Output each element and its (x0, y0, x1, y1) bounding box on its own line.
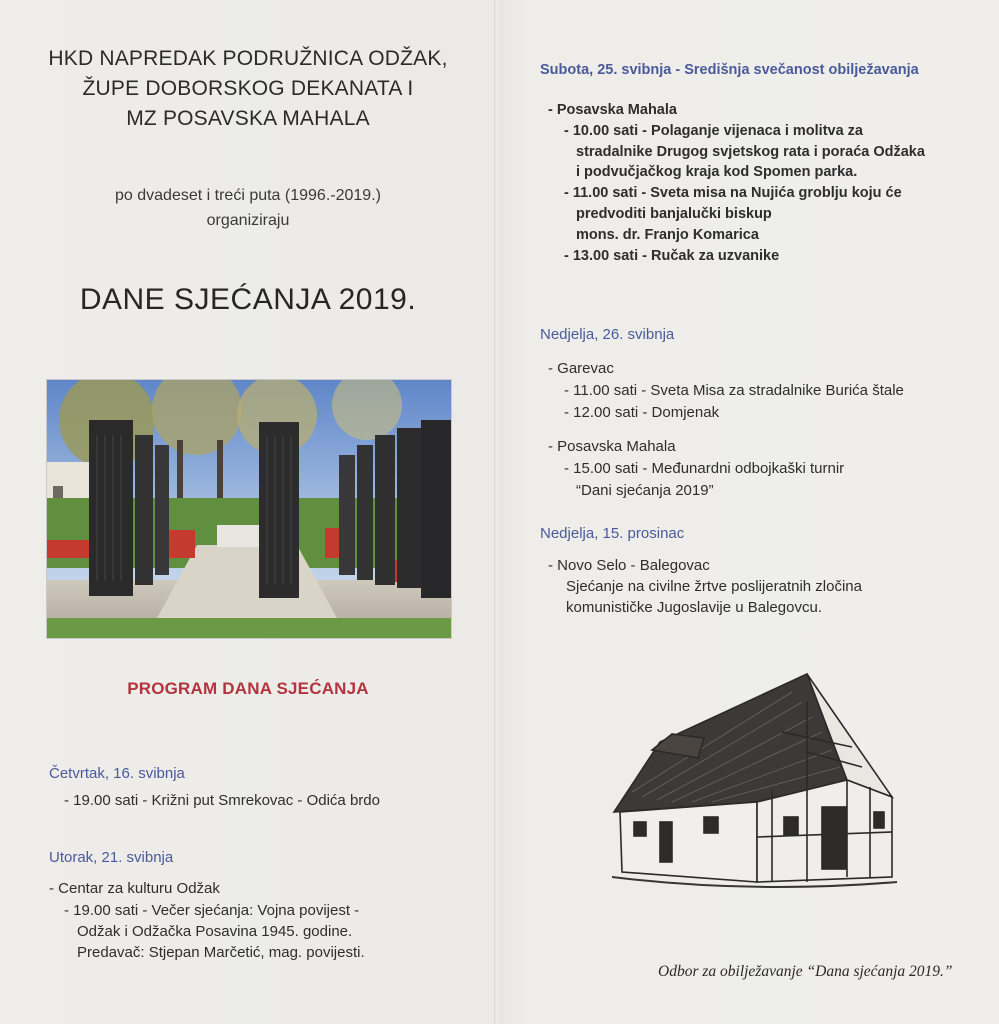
subtitle-line-2: organiziraju (206, 212, 290, 229)
saturday-line-3: i podvučjačkog kraja kod Spomen parka. (576, 164, 858, 180)
saturday-place: - Posavska Mahala (548, 102, 677, 118)
old-house-illustration (612, 672, 897, 897)
day-thursday: Četvrtak, 16. svibnja (49, 765, 185, 782)
tuesday-place: - Centar za kulturu Odžak (49, 880, 220, 897)
memorial-park-image (46, 379, 452, 639)
thursday-item: - 19.00 sati - Križni put Smrekovac - Odića brdo (64, 792, 380, 809)
day-sunday-26: Nedjelja, 26. svibnja (540, 326, 675, 343)
saturday-line-4: - 11.00 sati - Sveta misa na Nujića groblju koju će (564, 185, 902, 201)
sunday15-place: - Novo Selo - Balegovac (548, 557, 710, 574)
sunday26-place-2: - Posavska Mahala (548, 438, 676, 455)
organizer-line-1: HKD NAPREDAK PODRUŽNICA ODŽAK, (48, 47, 448, 70)
saturday-line-2: stradalnike Drugog svjetskog rata i poraća Odžaka (576, 144, 925, 160)
sunday26-line-3: - 15.00 sati - Međunardni odbojkaški turnir (564, 460, 845, 477)
tuesday-line-1: - 19.00 sati - Večer sjećanja: Vojna povijest - (64, 902, 360, 919)
sunday26-line-4: “Dani sjećanja 2019” (576, 482, 714, 499)
organizer-line-3: MZ POSAVSKA MAHALA (126, 107, 370, 130)
saturday-line-6: mons. dr. Franjo Komarica (576, 227, 759, 243)
day-saturday: Subota, 25. svibnja - Središnja svečanost obilježavanja (540, 62, 919, 78)
sunday26-line-2: - 12.00 sati - Domjenak (564, 404, 720, 421)
sunday15-line-2: komunističke Jugoslavije u Balegovcu. (566, 599, 822, 616)
saturday-line-5: predvoditi banjalučki biskup (576, 206, 772, 222)
saturday-line-1: - 10.00 sati - Polaganje vijenaca i molitva za (564, 123, 863, 139)
day-tuesday: Utorak, 21. svibnja (49, 849, 174, 866)
fold-line (494, 0, 498, 1024)
organizers-block (0, 44, 496, 134)
tuesday-line-3: Predavač: Stjepan Marčetić, mag. povijesti. (77, 944, 365, 961)
signature: Odbor za obilježavanje “Dana sjećanja 2019.” (658, 963, 953, 980)
program-heading: PROGRAM DANA SJEĆANJA (127, 679, 369, 698)
page-title: DANE SJEĆANJA 2019. (79, 283, 417, 316)
organizer-line-2: ŽUPE DOBORSKOG DEKANATA I (82, 77, 414, 100)
saturday-line-7: - 13.00 sati - Ručak za uzvanike (564, 248, 780, 264)
day-sunday-15: Nedjelja, 15. prosinac (540, 525, 685, 542)
tuesday-line-2: Odžak i Odžačka Posavina 1945. godine. (77, 923, 353, 940)
sunday26-place-1: - Garevac (548, 360, 614, 377)
sunday26-line-1: - 11.00 sati - Sveta Misa za stradalnike Burića štale (564, 382, 904, 399)
subtitle-line-1: po dvadeset i treći puta (1996.-2019.) (115, 187, 381, 204)
subtitle-block (0, 183, 496, 233)
sunday15-line-1: Sjećanje na civilne žrtve poslijeratnih zločina (566, 578, 862, 595)
